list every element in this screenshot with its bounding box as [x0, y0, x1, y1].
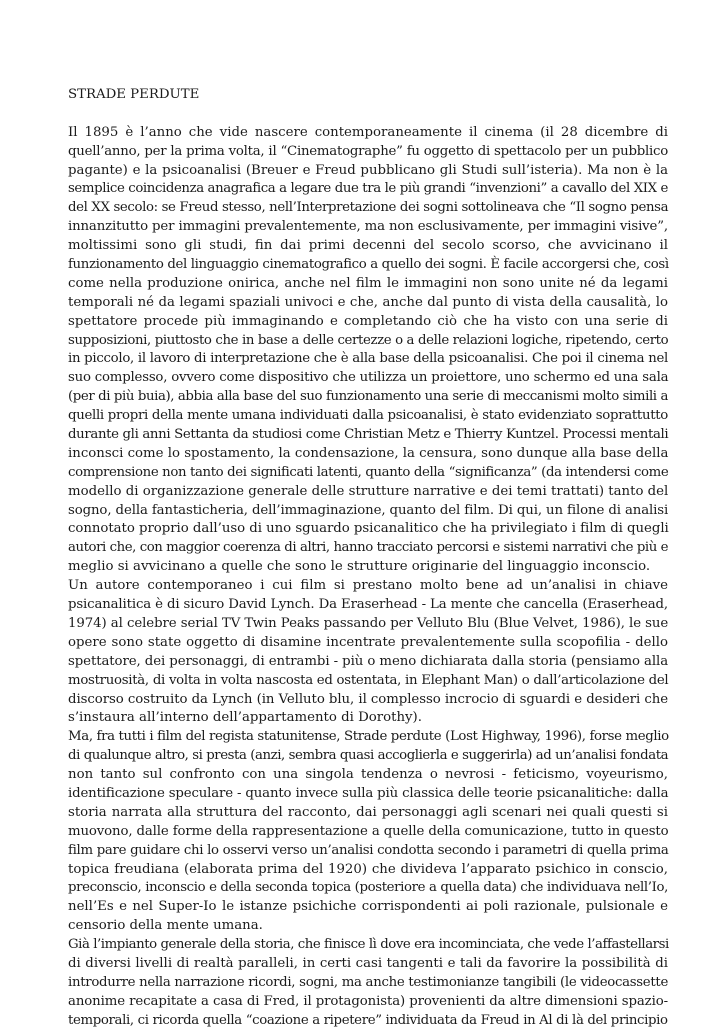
- paragraph: [68, 124, 668, 577]
- text-line: Un autore contemporaneo i cui film si prestano molto bene ad un’analisi in chiave: [68, 578, 668, 594]
- text-line: preconscio, inconscio e della seconda topica (posteriore a quella data) che individuava nell’Io,: [68, 880, 669, 896]
- text-line: del XX secolo: se Freud stesso, nell’Interpretazione dei sogni sottolineava che “Il sogno pensa: [68, 200, 669, 216]
- text-line: pagante) e la psicoanalisi (Breuer e Freud pubblicano gli Studi sull’isteria). Ma non è la: [68, 162, 668, 178]
- text-line: come nella produzione onirica, anche nel film le immagini non sono unite né da legami: [68, 275, 668, 291]
- paragraph: [68, 577, 668, 728]
- text-line: (per di più buia), abbia alla base del suo funzionamento una serie di meccanismi molto simili a: [68, 389, 668, 405]
- document-title: STRADE PERDUTE: [68, 87, 200, 102]
- text-line: storia narrata alla struttura del racconto, dai personaggi agli scenari nei quali questi si: [68, 804, 668, 820]
- text-line: comprensione non tanto dei significati latenti, quanto della “significanza” (da intendersi come: [68, 464, 669, 480]
- text-line: quelli propri della mente umana individuati dalla psicoanalisi, è stato evidenziato soprattutto: [68, 408, 668, 424]
- text-line: Il 1895 è l’anno che vide nascere contemporaneamente il cinema (il 28 dicembre di: [68, 124, 668, 140]
- text-line: in piccolo, il lavoro di interpretazione che è alla base della psicoanalisi. Che poi il cinema nel: [68, 351, 668, 367]
- text-line: anonime recapitate a casa di Fred, il protagonista) provenienti da altre dimensioni spazio-: [68, 993, 668, 1009]
- text-line: temporali, ci ricorda quella “coazione a ripetere” individuata da Freud in Al di là del principio: [68, 1012, 668, 1028]
- paragraph: [68, 936, 668, 1030]
- text-line: spettatore, dei personaggi, di entrambi - più o meno dichiarata dalla storia (pensiamo alla: [68, 653, 669, 669]
- text-line: opere sono state oggetto di disamine incentrate prevalentemente sulla scopofilia - dello: [68, 634, 668, 650]
- text-line: nell’Es e nel Super-Io le istanze psichiche corrispondenti ai poli razionale, pulsionale e: [68, 899, 668, 915]
- text-line: s’instaura all’interno dell’appartamento di Dorothy).: [68, 710, 422, 726]
- text-line: Ma, fra tutti i film del regista statunitense, Strade perdute (Lost Highway, 1996), forse meglio: [68, 729, 669, 745]
- text-line: semplice coincidenza anagrafica a legare due tra le più grandi “invenzioni” a cavallo del XIX e: [68, 181, 668, 197]
- text-line: inconsci come lo spostamento, la condensazione, la censura, sono dunque alla base della: [68, 445, 669, 461]
- text-line: autori che, con maggior coerenza di altri, hanno tracciato percorsi e sistemi narrativi che più e: [68, 540, 669, 556]
- text-line: identificazione speculare - quanto invece sulla più classica delle teorie psicanalitiche: dalla: [68, 785, 669, 801]
- text-line: di qualunque altro, si presta (anzi, sembra quasi accoglierla e suggerirla) ad un’analisi fondata: [68, 748, 669, 764]
- text-line: sogno, della fantasticheria, dell’immaginazione, quanto del film. Di qui, un filone di analisi: [68, 502, 669, 518]
- document-body: [68, 86, 668, 1031]
- text-line: di diversi livelli di realtà paralleli, in certi casi tangenti e tali da favorire la possibilità di: [68, 955, 668, 971]
- text-line: mostruosità, di volta in volta nascosta ed ostentata, in Elephant Man) o dall’articolazione del: [68, 672, 669, 688]
- text-line: modello di organizzazione generale delle strutture narrative e dei temi trattati) tanto del: [68, 483, 669, 499]
- text-line: 1974) al celebre serial TV Twin Peaks passando per Velluto Blu (Blue Velvet, 1986), le sue: [68, 615, 669, 631]
- text-line: censorio della mente umana.: [68, 918, 263, 934]
- text-line: muovono, dalle forme della rappresentazione a quelle della comunicazione, tutto in questo: [68, 823, 669, 839]
- text-line: funzionamento del linguaggio cinematografico a quello dei sogni. È facile accorgersi che, così: [68, 257, 669, 273]
- text-line: quell’anno, per la prima volta, il “Cinematographe” fu oggetto di spettacolo per un pubblico: [68, 143, 668, 159]
- paragraph: [68, 728, 668, 936]
- text-line: Già l’impianto generale della storia, che finisce lì dove era incominciata, che vede l’affastellarsi: [68, 937, 669, 953]
- text-line: spettatore procede più immaginando e completando ciò che ha visto con una serie di: [68, 313, 668, 329]
- text-line: topica freudiana (elaborata prima del 1920) che divideva l’apparato psichico in conscio,: [68, 861, 668, 877]
- paragraphs: [68, 124, 668, 1031]
- text-line: introdurre nella narrazione ricordi, sogni, ma anche testimonianze tangibili (le videocassette: [68, 974, 669, 990]
- text-line: supposizioni, piuttosto che in base a delle certezze o a delle relazioni logiche, ripetendo, certo: [68, 332, 669, 348]
- text-line: innanzitutto per immagini prevalentemente, ma non esclusivamente, per immagini visive”,: [68, 219, 668, 235]
- text-line: temporali né da legami spaziali univoci e che, anche dal punto di vista della causalità, lo: [68, 294, 668, 310]
- text-line: meglio si avvicinano a quelle che sono le strutture originarie del linguaggio inconscio.: [68, 559, 651, 575]
- text-line: psicanalitica è di sicuro David Lynch. Da Eraserhead - La mente che cancella (Eraserhead,: [68, 597, 668, 613]
- text-line: connotato proprio dall’uso di uno sguardo psicanalitico che ha privilegiato i film di quegli: [68, 521, 669, 537]
- text-line: suo complesso, ovvero come dispositivo che utilizza un proiettore, uno schermo ed una sala: [68, 370, 669, 386]
- text-line: durante gli anni Settanta da studiosi come Christian Metz e Thierry Kuntzel. Processi mentali: [68, 427, 669, 443]
- text-line: non tanto sul confronto con una singola tendenza o nevrosi - feticismo, voyeurismo,: [68, 767, 668, 783]
- text-line: film pare guidare chi lo osservi verso un’analisi condotta secondo i parametri di quella prima: [68, 842, 669, 858]
- text-line: discorso costruito da Lynch (in Velluto blu, il complesso incrocio di sguardi e desideri che: [68, 691, 668, 707]
- text-line: moltissimi sono gli studi, fin dai primi decenni del secolo scorso, che avvicinano il: [68, 238, 668, 254]
